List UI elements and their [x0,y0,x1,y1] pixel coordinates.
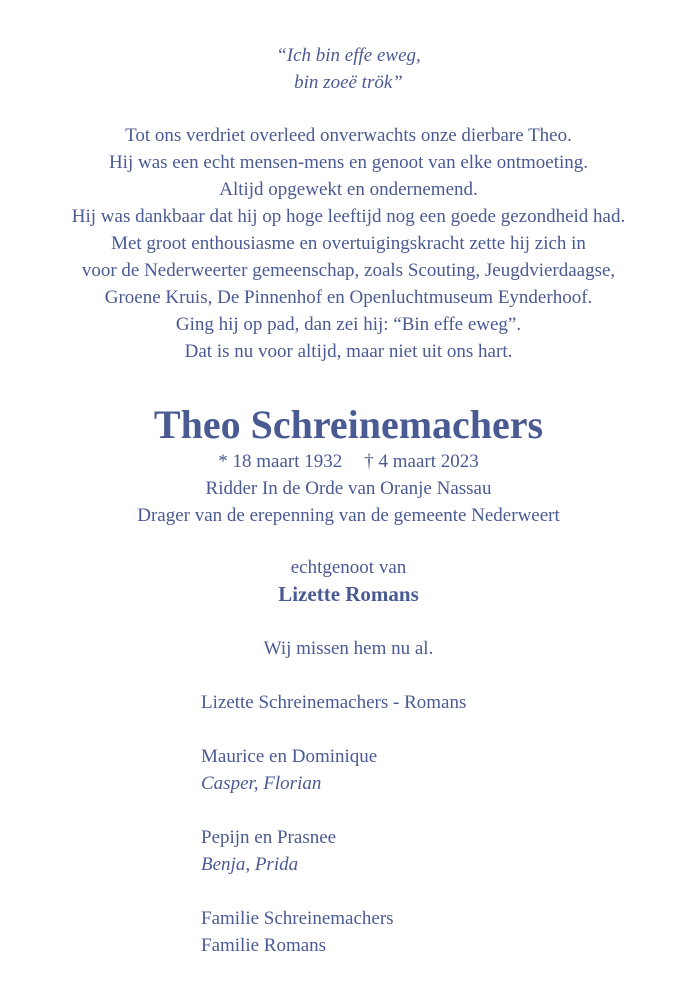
family-children: Benja, Prida [201,854,299,875]
spouse-name: Lizette Romans [278,582,419,606]
quote-line: bin zoeë trök” [294,72,403,93]
family-children: Casper, Florian [201,773,322,794]
closing-message: Wij missen hem nu al. [263,638,434,659]
family-group-pepijn [201,824,661,878]
quote-line: “Ich bin effe eweg, [276,45,421,66]
honor-line: Ridder In de Orde van Oranje Nassau [205,478,492,499]
deceased-details [0,448,697,529]
intro-line: voor de Nederweerter gemeenschap, zoals Scouting, Jeugdvierdaagse, [81,260,616,281]
intro-line: Hij was dankbaar dat hij op hoge leeftijd nog een goede gezondheid had. [71,206,626,227]
award-line: Drager van de erepenning van de gemeente Nederweert [137,505,560,526]
family-group-widow [201,689,661,716]
family-group-extended [201,905,661,959]
intro-line: Groene Kruis, De Pinnenhof en Openluchtmuseum Eynderhoof. [104,287,593,308]
opening-quote [0,42,697,96]
family-group-maurice [201,743,661,797]
deceased-name: Theo Schreinemachers [153,402,544,447]
family-parents: Maurice en Dominique [201,746,378,767]
birth-date: * 18 maart 1932 [218,451,343,472]
family-name: Lizette Schreinemachers - Romans [201,692,467,713]
family-name: Familie Romans [201,935,327,956]
intro-text [0,122,697,365]
spouse-label: echtgenoot van [290,557,407,578]
family-parents: Pepijn en Prasnee [201,827,337,848]
family-name: Familie Schreinemachers [201,908,394,929]
death-date: † 4 maart 2023 [364,451,479,472]
intro-line: Dat is nu voor altijd, maar niet uit ons hart. [184,341,513,362]
intro-line: Ging hij op pad, dan zei hij: “Bin effe eweg”. [175,314,522,335]
intro-line: Hij was een echt mensen-mens en genoot van elke ontmoeting. [108,152,589,173]
life-dates [0,448,697,475]
intro-line: Met groot enthousiasme en overtuigingskracht zette hij zich in [111,233,586,254]
intro-line: Tot ons verdriet overleed onverwachts onze dierbare Theo. [125,125,572,146]
intro-line: Altijd opgewekt en ondernemend. [219,179,478,200]
